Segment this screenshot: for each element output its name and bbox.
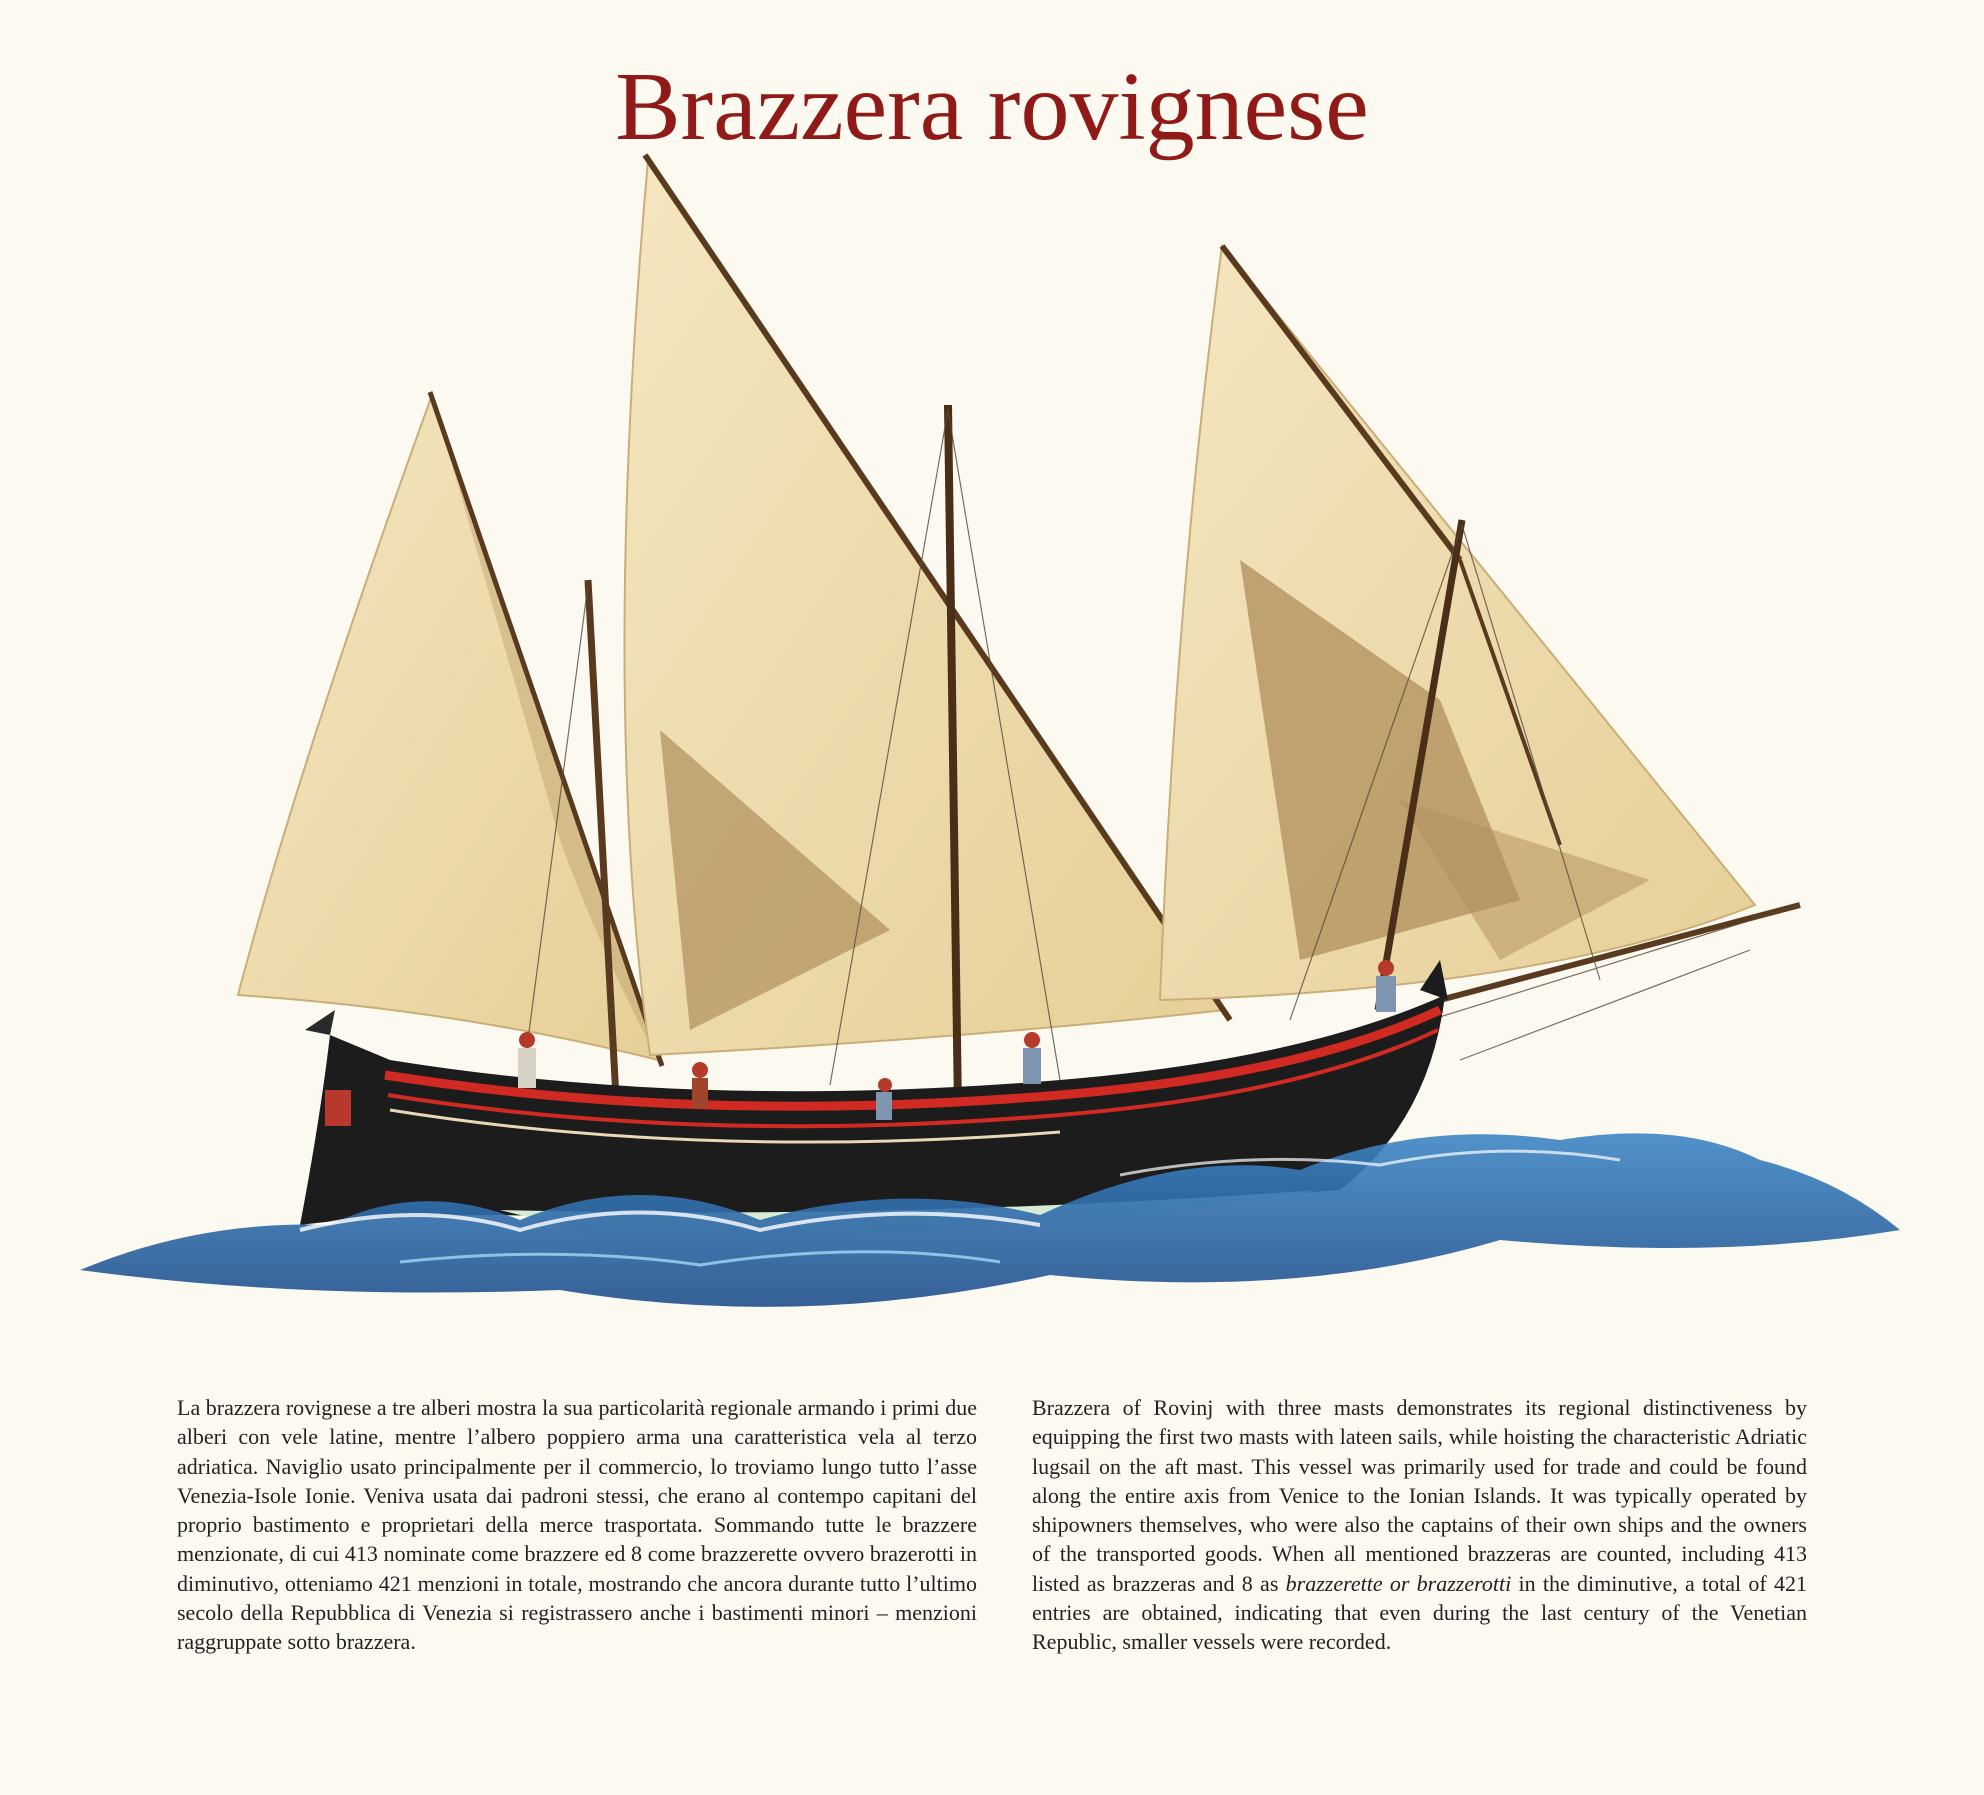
aft-sail: [1160, 246, 1755, 1000]
english-text: [1032, 1393, 1807, 1657]
english-text-part2: in the diminutive, a total of 421 entries are obtained, indicating that even during the last century of the Venetian Republic, smaller vessels were recorded.: [1032, 1570, 1808, 1655]
page-title: Brazzera rovignese: [615, 53, 1369, 161]
english-text-italic: brazzerette or brazzerotti: [1285, 1570, 1512, 1596]
english-text-part1: Brazzera of Rovinj with three masts demonstrates its regional distinctiveness by equipping the first two masts with lateen sails, while hoisting the characteristic Adriatic lugsail on the aft mast. This vessel was primarily used for trade and could be found along the entire axis from Venice to the Ionian Islands. It was typically operated by shipowners themselves, who were also the captains of their own ships and the owners of the transported goods. When all mentioned brazzeras are counted, including 413 listed as brazzeras and 8 as: [1032, 1395, 1807, 1596]
main-sail: [624, 155, 1230, 1055]
ship-illustration: [0, 150, 1984, 1330]
italian-text: La brazzera rovignese a tre alberi mostra la sua particolarità regionale armando i primi due alberi con vele latine, mentre l’albero poppiero arma una caratteristica vela al terzo adriatica. Naviglio usato principalmente per il commercio, lo troviamo lungo tutto l’asse Venezia-Isole Ionie. Veniva usata dai padroni stessi, che erano al contempo capitani del proprio bastimento e proprietari della merce trasportata. Sommando tutte le brazzere menzionate, di cui 413 nominate come brazzere ed 8 come brazzerette ovvero brazerotti in diminutivo, otteniamo 421 menzioni in totale, mostrando che ancora durante tutto l’ultimo secolo della Repubblica di Venezia si registrassero anche i bastimenti minori – menzioni raggruppate sotto brazzera.: [177, 1395, 977, 1655]
